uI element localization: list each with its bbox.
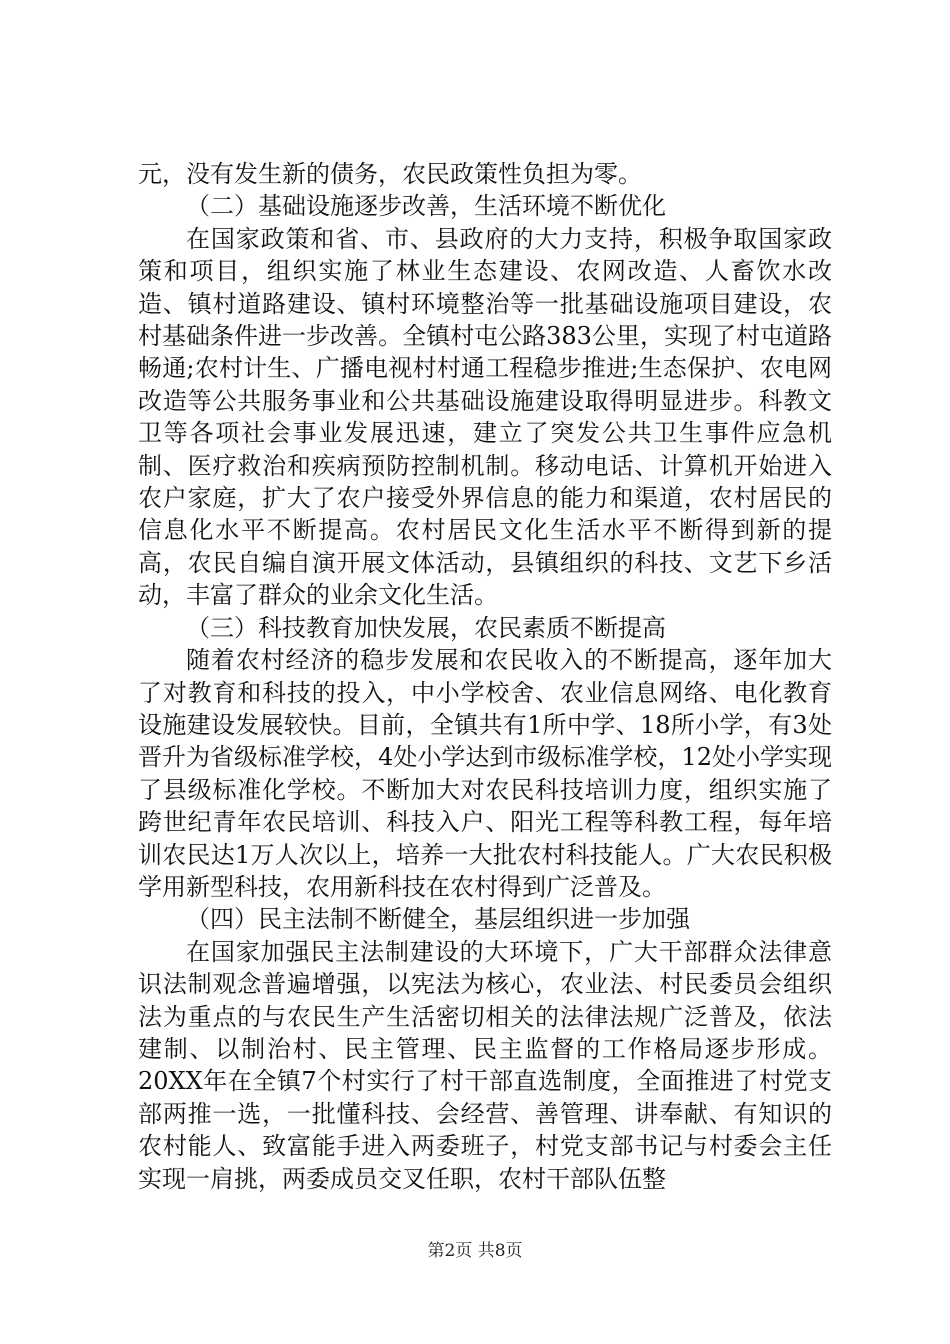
page-number-footer: 第2页 共8页 <box>427 1241 523 1261</box>
paragraph-infrastructure: 在国家政策和省、市、县政府的大力支持，积极争取国家政策和项目，组织实施了林业生态建设、农网改造、人畜饮水改造、镇村道路建设、镇村环境整治等一批基础设施项目建设，农村基础条件进一步改善。全镇村屯公路383公里，实现了村屯道路畅通;农村计生、广播电视村村通工程稳步推进;生态保护、农电网改造等公共服务事业和公共基础设施建设取得明显进步。科教文卫等各项社会事业发展迅速，建立了突发公共卫生事件应急机制、医疗救治和疾病预防控制机制。移动电话、计算机开始进入农户家庭，扩大了农户接受外界信息的能力和渠道，农村居民的信息化水平不断提高。农村居民文化生活水平不断得到新的提高，农民自编自演开展文体活动，县镇组织的科技、文艺下乡活动，丰富了群众的业余文化生活。 <box>138 224 832 610</box>
section-heading-3: （三）科技教育加快发展，农民素质不断提高 <box>186 613 666 642</box>
document-body <box>138 158 832 1195</box>
section-heading-4: （四）民主法制不断健全，基层组织进一步加强 <box>186 905 690 934</box>
paragraph-education: 随着农村经济的稳步发展和农民收入的不断提高，逐年加大了对教育和科技的投入，中小学校舍、农业信息网络、电化教育设施建设发展较快。目前，全镇共有1所中学、18所小学，有3处晋升为省级标准学校，4处小学达到市级标准学校，12处小学实现了县级标准化学校。不断加大对农民科技培训力度，组织实施了跨世纪青年农民培训、科技入户、阳光工程等科教工程，每年培训农民达1万人次以上，培养一大批农村科技能人。广大农民积极学用新型科技，农用新科技在农村得到广泛普及。 <box>138 646 832 901</box>
section-heading-2: （二）基础设施逐步改善，生活环境不断优化 <box>186 192 666 221</box>
paragraph-democracy: 在国家加强民主法制建设的大环境下，广大干部群众法律意识法制观念普遍增强，以宪法为核心，农业法、村民委员会组织法为重点的与农民生产生活密切相关的法律法规广泛普及，依法建制、以制治村、民主管理、民主监督的工作格局逐步形成。20XX年在全镇7个村实行了村干部直选制度，全面推进了村党支部两推一选，一批懂科技、会经营、善管理、讲奉献、有知识的农村能人、致富能手进入两委班子，村党支部书记与村委会主任实现一肩挑，两委成员交叉任职，农村干部队伍整 <box>138 937 832 1193</box>
paragraph-continuation: 元，没有发生新的债务，农民政策性负担为零。 <box>138 160 642 188</box>
